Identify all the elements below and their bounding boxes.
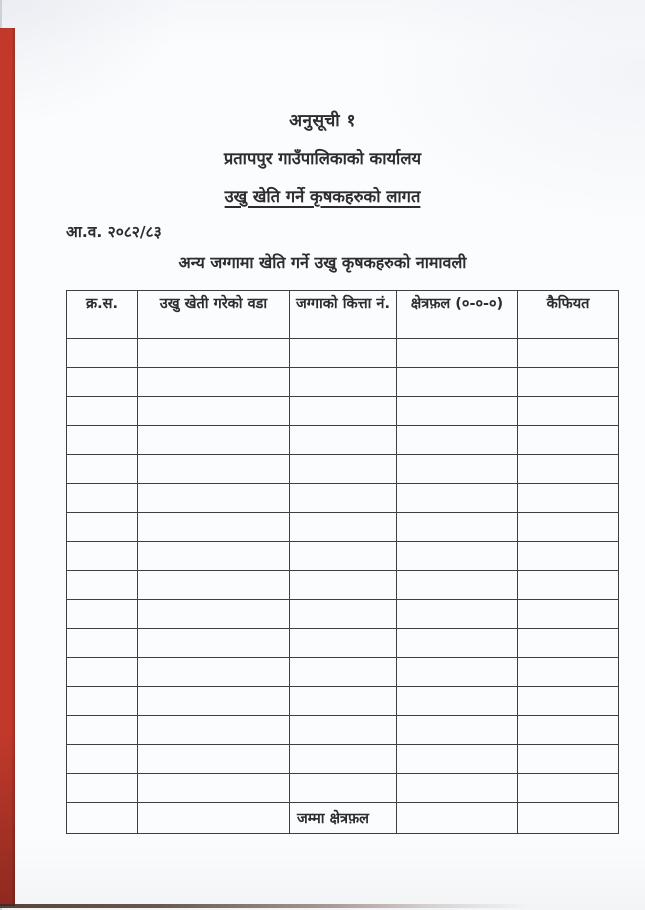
empty-cell [518, 368, 619, 397]
empty-cell [290, 397, 397, 426]
empty-cell [67, 368, 138, 397]
office-name: प्रतापपुर गाउँपालिकाको कार्यालय [223, 149, 422, 168]
empty-cell [290, 484, 397, 513]
empty-cell [397, 803, 518, 834]
column-header-2: जग्गाको कित्ता नं. [290, 291, 397, 339]
subject-line: उखु खेति गर्ने कृषकहरुको लागत [224, 187, 421, 206]
annex-title: अनुसूची १ [289, 111, 356, 131]
empty-cell [518, 484, 619, 513]
empty-cell [397, 542, 518, 571]
empty-cell [397, 513, 518, 542]
empty-cell [290, 600, 397, 629]
empty-cell [397, 484, 518, 513]
empty-cell [138, 716, 290, 745]
table-row [67, 687, 619, 716]
empty-cell [138, 803, 290, 834]
empty-cell [67, 484, 138, 513]
empty-cell [67, 600, 138, 629]
empty-cell [138, 397, 290, 426]
empty-cell [290, 542, 397, 571]
empty-cell [67, 339, 138, 368]
empty-cell [138, 339, 290, 368]
empty-cell [518, 339, 619, 368]
empty-cell [67, 658, 138, 687]
table-row [67, 368, 619, 397]
table-row [67, 426, 619, 455]
empty-cell [518, 542, 619, 571]
empty-cell [397, 774, 518, 803]
empty-cell [518, 397, 619, 426]
empty-cell [397, 745, 518, 774]
empty-cell [397, 600, 518, 629]
column-header-1: उखु खेती गरेको वडा [138, 291, 290, 339]
empty-cell [518, 745, 619, 774]
empty-cell [67, 803, 138, 834]
empty-cell [290, 455, 397, 484]
total-row [67, 803, 619, 834]
empty-cell [290, 339, 397, 368]
empty-cell [518, 571, 619, 600]
empty-cell [518, 658, 619, 687]
empty-cell [67, 571, 138, 600]
empty-cell [138, 513, 290, 542]
farmers-list-table [66, 290, 619, 834]
table-row [67, 658, 619, 687]
empty-cell [138, 484, 290, 513]
empty-cell [290, 745, 397, 774]
empty-cell [397, 629, 518, 658]
empty-cell [138, 542, 290, 571]
empty-cell [67, 513, 138, 542]
empty-cell [138, 600, 290, 629]
total-area-label: जम्मा क्षेत्रफ़ल [290, 803, 397, 834]
empty-cell [290, 629, 397, 658]
column-header-3: क्षेत्रफ़ल (०-०-०) [397, 291, 518, 339]
table-row [67, 600, 619, 629]
empty-cell [397, 339, 518, 368]
scan-bottom-edge [0, 904, 530, 908]
empty-cell [518, 513, 619, 542]
empty-cell [518, 803, 619, 834]
empty-cell [290, 774, 397, 803]
empty-cell [397, 426, 518, 455]
table-row [67, 484, 619, 513]
empty-cell [67, 774, 138, 803]
list-heading: अन्य जग्गामा खेति गर्ने उखु कृषकहरुको नामावली [178, 253, 467, 272]
empty-cell [67, 426, 138, 455]
table-row [67, 513, 619, 542]
table-row [67, 745, 619, 774]
empty-cell [290, 368, 397, 397]
empty-cell [290, 513, 397, 542]
table-row [67, 774, 619, 803]
empty-cell [290, 658, 397, 687]
empty-cell [138, 774, 290, 803]
empty-cell [397, 571, 518, 600]
table-row [67, 397, 619, 426]
empty-cell [397, 455, 518, 484]
column-header-4: कैफियत [518, 291, 619, 339]
empty-cell [397, 658, 518, 687]
fiscal-year: आ.व. २०८२/८३ [66, 223, 162, 241]
empty-cell [518, 426, 619, 455]
empty-cell [67, 542, 138, 571]
empty-cell [518, 716, 619, 745]
table-row [67, 455, 619, 484]
table-header-row [67, 291, 619, 339]
empty-cell [67, 716, 138, 745]
empty-cell [67, 629, 138, 658]
empty-cell [397, 368, 518, 397]
empty-cell [138, 455, 290, 484]
empty-cell [518, 629, 619, 658]
table-row [67, 571, 619, 600]
empty-cell [397, 397, 518, 426]
empty-cell [290, 571, 397, 600]
empty-cell [138, 687, 290, 716]
empty-cell [138, 745, 290, 774]
table-row [67, 339, 619, 368]
empty-cell [138, 368, 290, 397]
empty-cell [397, 716, 518, 745]
empty-cell [138, 629, 290, 658]
empty-cell [138, 658, 290, 687]
empty-cell [518, 687, 619, 716]
empty-cell [290, 426, 397, 455]
empty-cell [67, 745, 138, 774]
column-header-0: क्र.स. [67, 291, 138, 339]
table-row [67, 542, 619, 571]
table-row [67, 629, 619, 658]
empty-cell [67, 397, 138, 426]
empty-cell [290, 687, 397, 716]
empty-cell [138, 571, 290, 600]
empty-cell [518, 600, 619, 629]
empty-cell [67, 687, 138, 716]
empty-cell [518, 774, 619, 803]
empty-cell [518, 455, 619, 484]
empty-cell [138, 426, 290, 455]
table-row [67, 716, 619, 745]
empty-cell [67, 455, 138, 484]
empty-cell [290, 716, 397, 745]
empty-cell [397, 687, 518, 716]
